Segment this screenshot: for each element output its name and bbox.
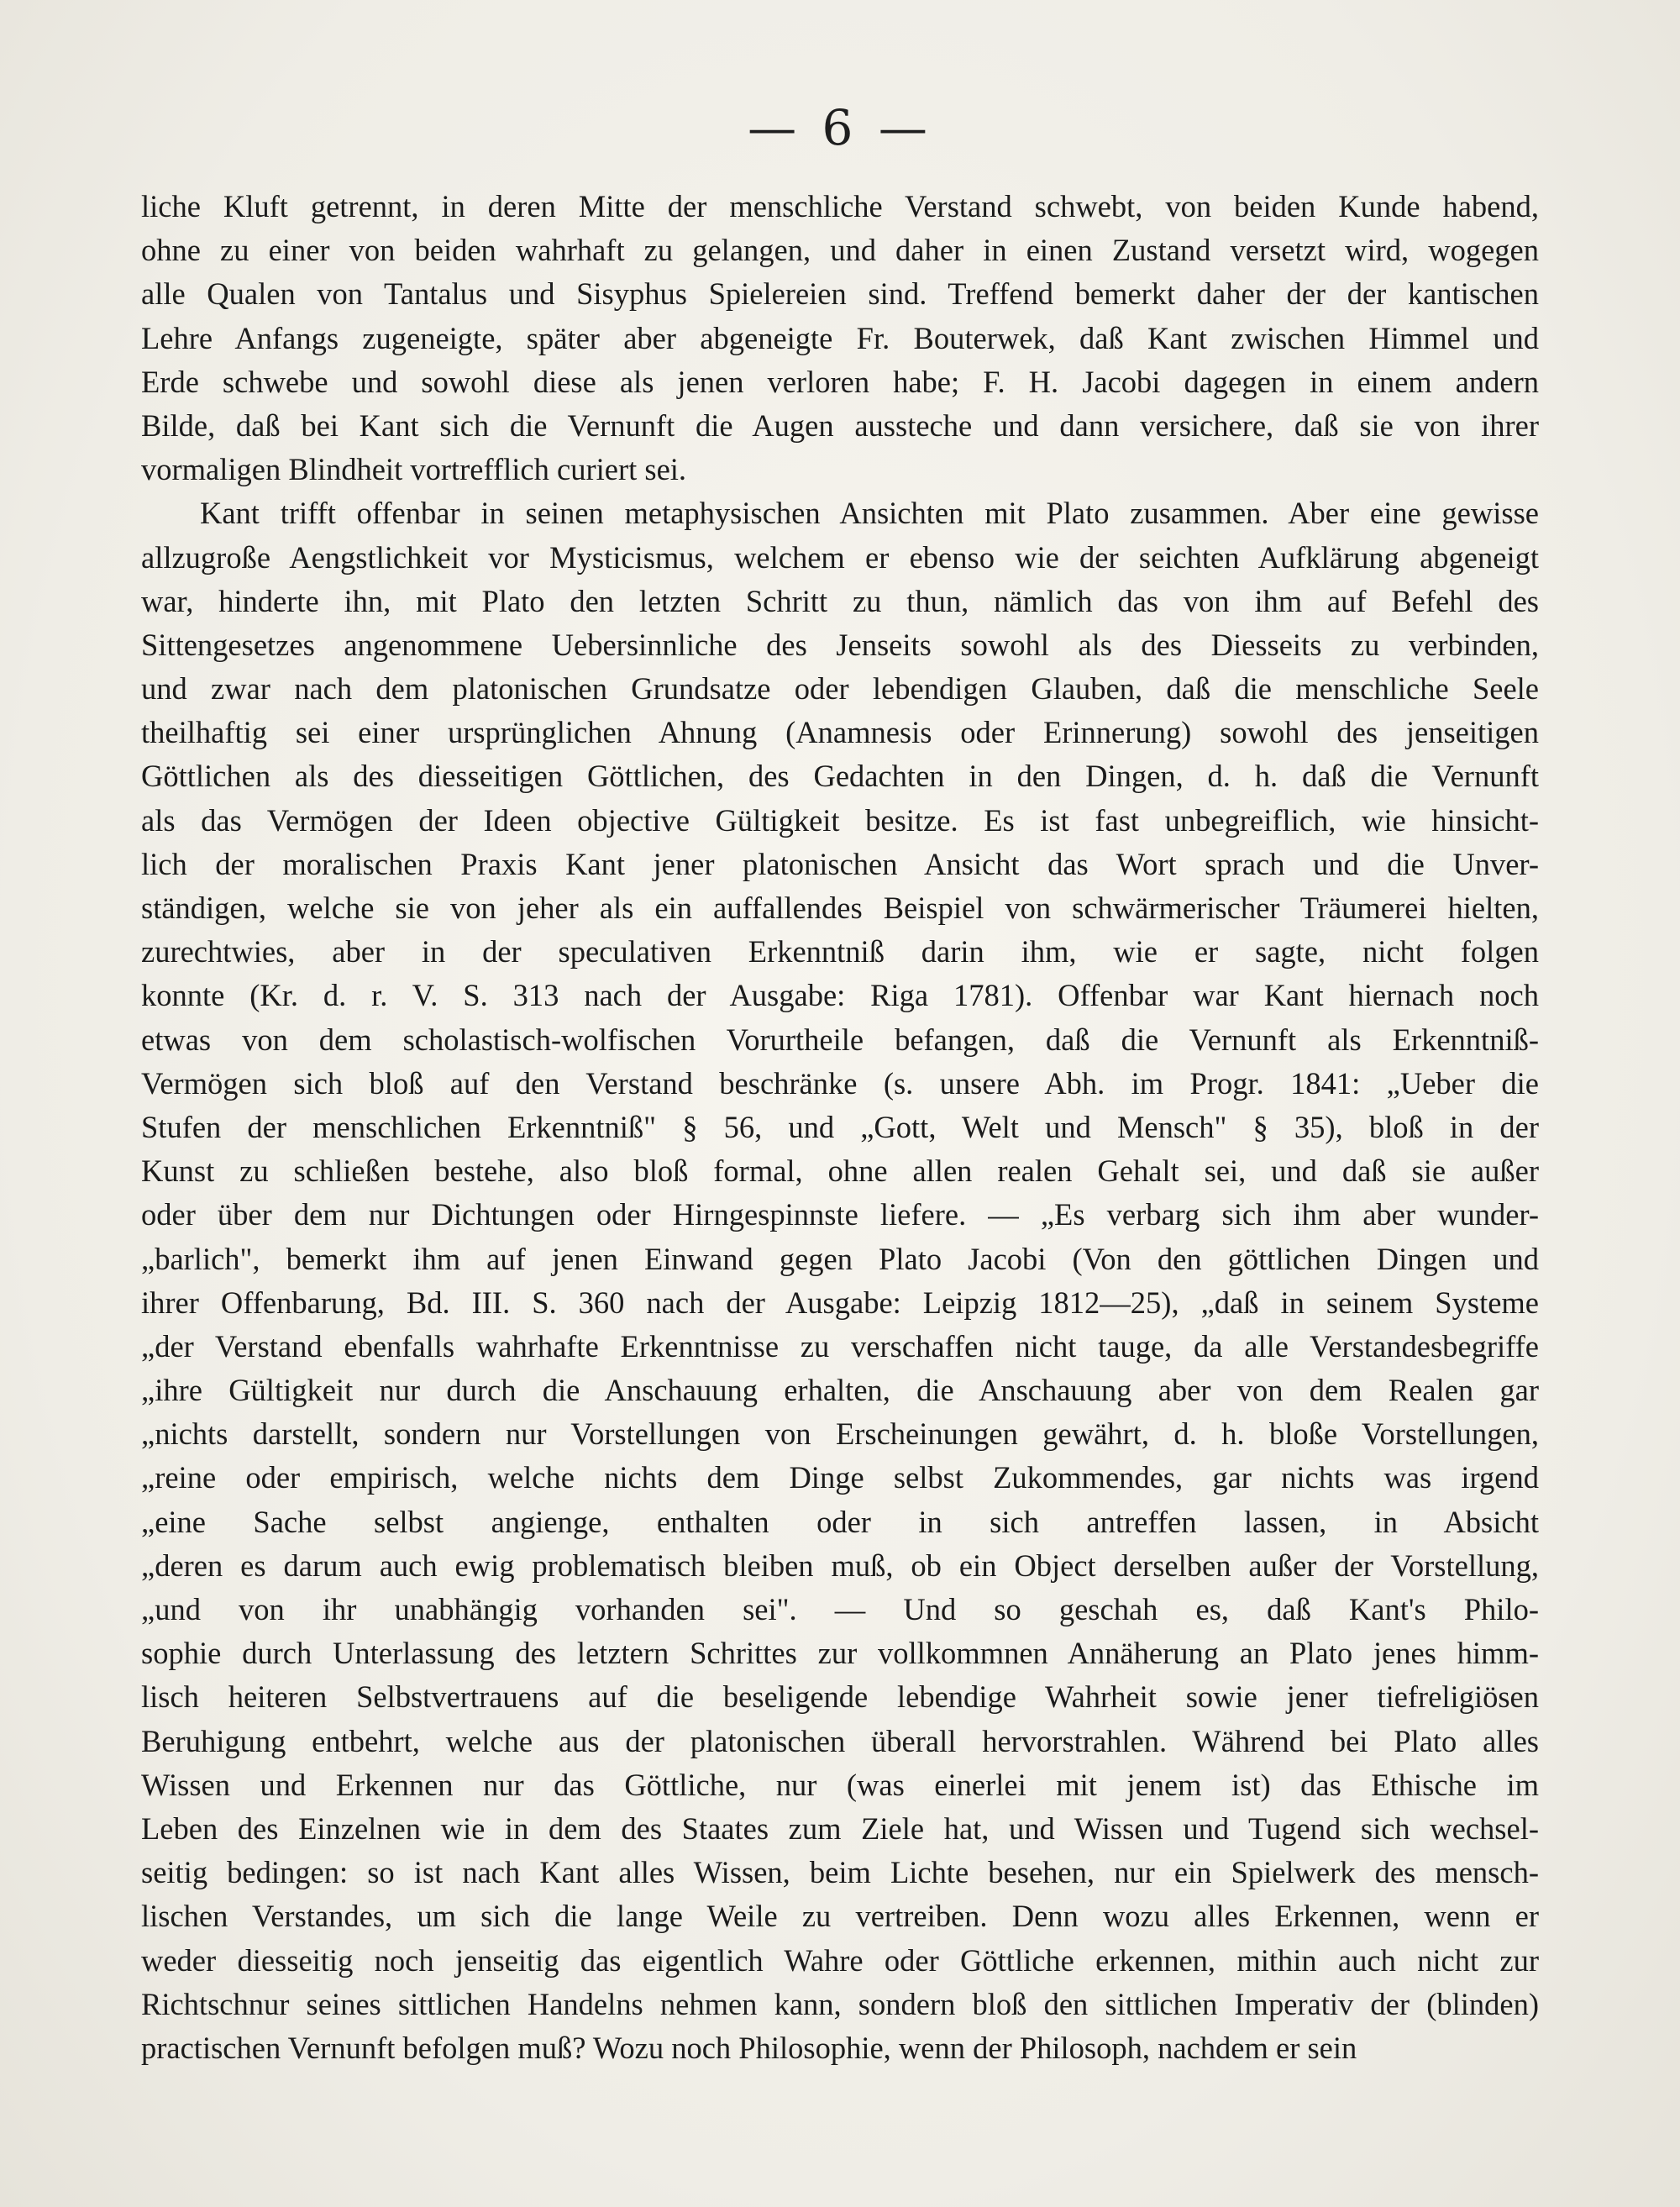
- text-line: ohne zu einer von beiden wahrhaft zu gelangen, und daher in einen Zustand versetzt wird, wogegen: [141, 233, 1539, 268]
- text-line: sophie durch Unterlassung des letztern Schrittes zur vollkommnen Annäherung an Plato jenes himm-: [141, 1636, 1539, 1671]
- text-line: liche Kluft getrennt, in deren Mitte der menschliche Verstand schwebt, von beiden Kunde habend,: [141, 189, 1539, 223]
- body-text: [141, 185, 1539, 2070]
- text-line: ständigen, welche sie von jeher als ein auffallendes Beispiel von schwärmerischer Träumerei hielten,: [141, 891, 1539, 925]
- text-line: seitig bedingen: so ist nach Kant alles Wissen, beim Lichte besehen, nur ein Spielwerk des mensch-: [141, 1855, 1539, 1890]
- text-line: „deren es darum auch ewig problematisch bleiben muß, ob ein Object derselben außer der Vorstellung,: [141, 1548, 1539, 1583]
- text-line: Stufen der menschlichen Erkenntniß" § 56, und „Gott, Welt und Mensch" § 35), bloß in der: [141, 1109, 1539, 1144]
- text-line: als das Vermögen der Ideen objective Gültigkeit besitze. Es ist fast unbegreiflich, wie hinsicht-: [141, 802, 1539, 838]
- text-line: Richtschnur seines sittlichen Handelns nehmen kann, sondern bloß den sittlichen Imperativ der (blinden): [141, 1986, 1539, 2021]
- text-line: Kunst zu schließen bestehe, also bloß formal, ohne allen realen Gehalt sei, und daß sie außer: [141, 1153, 1539, 1189]
- text-line: Bilde, daß bei Kant sich die Vernunft die Augen aussteche und dann versichere, daß sie von ihrer: [141, 407, 1539, 443]
- text-line: lischen Verstandes, um sich die lange Weile zu vertreiben. Denn wozu alles Erkennen, wenn er: [141, 1899, 1539, 1934]
- text-line: „der Verstand ebenfalls wahrhafte Erkenntnisse zu verschaffen nicht tauge, da alle Verstandesbegriffe: [141, 1328, 1539, 1364]
- text-line: theilhaftig sei einer ursprünglichen Ahnung (Anamnesis oder Erinnerung) sowohl des jenseitigen: [141, 715, 1539, 750]
- text-line: Sittengesetzes angenommene Uebersinnliche des Jenseits sowohl als des Diesseits zu verbinden,: [141, 627, 1539, 662]
- text-line: Vermögen sich bloß auf den Verstand beschränke (s. unsere Abh. im Progr. 1841: „Ueber die: [141, 1065, 1539, 1101]
- text-line: und zwar nach dem platonischen Grundsatze oder lebendigen Glauben, daß die menschliche Seele: [141, 671, 1539, 707]
- text-line: Beruhigung entbehrt, welche aus der platonischen überall hervorstrahlen. Während bei Plato alles: [141, 1723, 1539, 1758]
- text-line: lisch heiteren Selbstvertrauens auf die beseligende lebendige Wahrheit sowie jener tiefreligiösen: [141, 1679, 1539, 1715]
- text-line: „und von ihr unabhängig vorhanden sei". — Und so geschah es, daß Kant's Philo-: [141, 1592, 1539, 1626]
- text-line: zurechtwies, aber in der speculativen Erkenntniß darin ihm, wie er sagte, nicht folgen: [141, 934, 1539, 970]
- text-line: vormaligen Blindheit vortrefflich curiert sei.: [141, 452, 687, 487]
- text-line: Kant trifft offenbar in seinen metaphysischen Ansichten mit Plato zusammen. Aber eine gewisse: [200, 496, 1539, 531]
- text-line: Lehre Anfangs zugeneigte, später aber abgeneigte Fr. Bouterwek, daß Kant zwischen Himmel und: [141, 320, 1539, 355]
- text-line: „reine oder empirisch, welche nichts dem Dinge selbst Zukommendes, gar nichts was irgend: [141, 1460, 1539, 1495]
- text-line: „barlich", bemerkt ihm auf jenen Einwand gegen Plato Jacobi (Von den göttlichen Dingen und: [141, 1241, 1539, 1276]
- text-line: „nichts darstellt, sondern nur Vorstellungen von Erscheinungen gewährt, d. h. bloße Vorstellungen,: [141, 1416, 1539, 1452]
- text-line: lich der moralischen Praxis Kant jener platonischen Ansicht das Wort sprach und die Unver-: [141, 846, 1539, 881]
- text-line: Erde schwebe und sowohl diese als jenen verloren habe; F. H. Jacobi dagegen in einem andern: [141, 364, 1539, 399]
- text-line: weder diesseitig noch jenseitig das eigentlich Wahre oder Göttliche erkennen, mithin auch nicht zur: [141, 1942, 1539, 1978]
- text-line: allzugroße Aengstlichkeit vor Mysticismus, welchem er ebenso wie der seichten Aufklärung abgeneigt: [141, 539, 1539, 575]
- text-line: alle Qualen von Tantalus und Sisyphus Spielereien sind. Treffend bemerkt daher der der kantischen: [141, 276, 1539, 312]
- text-line: ihrer Offenbarung, Bd. III. S. 360 nach der Ausgabe: Leipzig 1812—25), „daß in seinem Systeme: [141, 1285, 1539, 1320]
- text-line: etwas von dem scholastisch-wolfischen Vorurtheile befangen, daß die Vernunft als Erkenntniß-: [141, 1022, 1539, 1057]
- text-line: Göttlichen als des diesseitigen Göttlichen, des Gedachten in den Dingen, d. h. daß die Vernunft: [141, 759, 1539, 794]
- text-line: „ihre Gültigkeit nur durch die Anschauung erhalten, die Anschauung aber von dem Realen gar: [141, 1373, 1539, 1408]
- text-line: konnte (Kr. d. r. V. S. 313 nach der Ausgabe: Riga 1781). Offenbar war Kant hiernach noch: [141, 978, 1539, 1013]
- text-line: war, hinderte ihn, mit Plato den letzten Schritt zu thun, nämlich das von ihm auf Befehl des: [141, 583, 1539, 618]
- text-line: oder über dem nur Dichtungen oder Hirngespinnste liefere. — „Es verbarg sich ihm aber wunder-: [141, 1197, 1539, 1232]
- page-number: — 6 —: [748, 99, 932, 156]
- text-line: „eine Sache selbst angienge, enthalten oder in sich antreffen lassen, in Absicht: [141, 1504, 1539, 1539]
- text-line: Wissen und Erkennen nur das Göttliche, nur (was einerlei mit jenem ist) das Ethische im: [141, 1767, 1539, 1802]
- text-line: practischen Vernunft befolgen muß? Wozu noch Philosophie, wenn der Philosoph, nachdem er sein: [141, 2030, 1357, 2065]
- text-line: Leben des Einzelnen wie in dem des Staates zum Ziele hat, und Wissen und Tugend sich wechsel-: [141, 1810, 1539, 1846]
